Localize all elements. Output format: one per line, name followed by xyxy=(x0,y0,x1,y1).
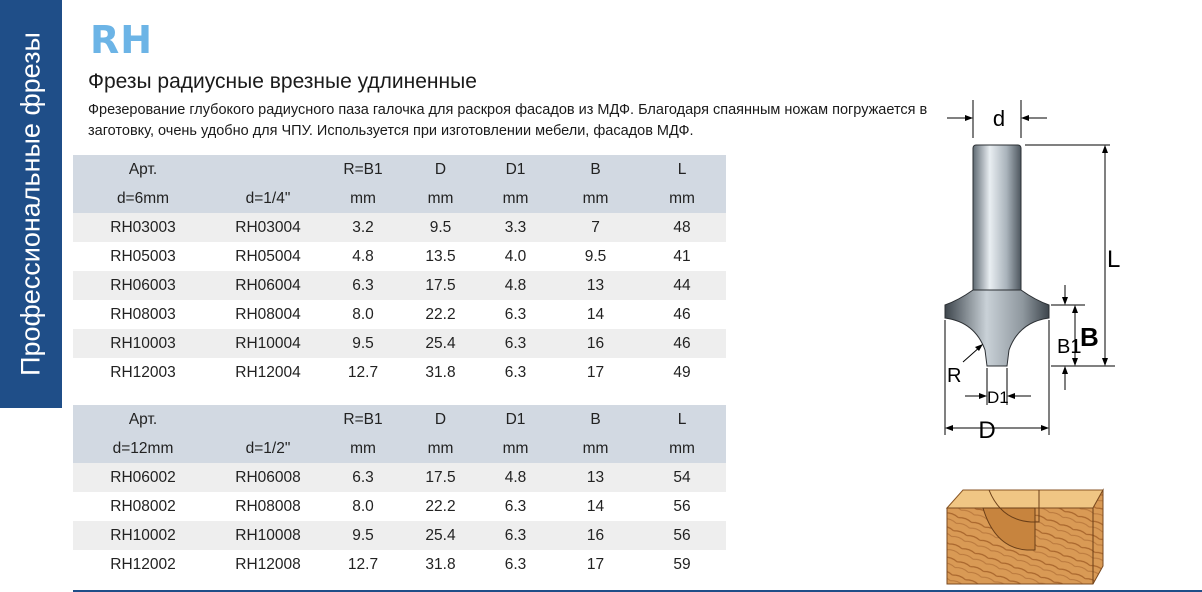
table-cell: RH10003 xyxy=(110,334,176,352)
label-B1: B1 xyxy=(1057,336,1082,358)
header-cell: R=B1 xyxy=(343,160,383,178)
logo: RH xyxy=(90,18,154,62)
header-cell: L xyxy=(677,410,687,428)
table-cell: 6.3 xyxy=(504,526,527,544)
spec-table-6mm xyxy=(73,155,726,387)
table-cell: RH03004 xyxy=(235,218,301,236)
router-bit-drawing xyxy=(935,100,1165,445)
table-cell: 31.8 xyxy=(425,555,456,573)
table-row xyxy=(73,358,726,387)
table-cell: 3.3 xyxy=(504,218,527,236)
table-cell: 6.3 xyxy=(504,555,527,573)
spec-table-12mm xyxy=(73,405,726,579)
table-cell: 6.3 xyxy=(504,305,527,323)
table-cell: 46 xyxy=(673,305,691,323)
table-cell: 25.4 xyxy=(425,334,456,352)
header-cell: R=B1 xyxy=(343,410,383,428)
table-cell: 13 xyxy=(586,468,605,486)
wood-sample-image xyxy=(943,478,1108,586)
header-cell: D xyxy=(434,160,447,178)
label-R: R xyxy=(947,365,962,387)
table-cell: 25.4 xyxy=(425,526,456,544)
table-cell: 46 xyxy=(673,334,691,352)
header-cell: D1 xyxy=(505,160,526,178)
table-cell: 4.0 xyxy=(504,247,527,265)
header-cell: mm xyxy=(350,189,376,207)
label-B: B xyxy=(1080,322,1099,352)
table-cell: 41 xyxy=(673,247,691,265)
table-cell: 17.5 xyxy=(425,276,456,294)
table-cell: 9.5 xyxy=(352,334,374,352)
table-cell: RH12004 xyxy=(235,363,301,381)
table-row xyxy=(73,492,726,521)
header-cell: mm xyxy=(669,189,695,207)
table-cell: RH12003 xyxy=(110,363,176,381)
label-D1: D1 xyxy=(987,388,1009,407)
side-label: Профессиональные фрезы xyxy=(15,32,46,376)
table-cell: 12.7 xyxy=(347,555,379,573)
table-cell: RH10002 xyxy=(110,526,176,544)
table-cell: 22.2 xyxy=(425,305,456,323)
table-row xyxy=(73,300,726,329)
table-cell: 6.3 xyxy=(504,363,527,381)
header-cell: mm xyxy=(350,439,376,457)
table-cell: 31.8 xyxy=(425,363,456,381)
header-cell: d=12mm xyxy=(112,439,174,457)
table-cell: 8.0 xyxy=(352,305,374,323)
table-cell: 16 xyxy=(586,526,605,544)
header-cell: d=1/4" xyxy=(245,189,291,207)
header-cell: B xyxy=(590,410,601,428)
header-row xyxy=(73,184,726,213)
header-cell: mm xyxy=(427,189,454,207)
label-L: L xyxy=(1107,246,1121,273)
table-cell: 9.5 xyxy=(352,526,374,544)
table-cell: 56 xyxy=(673,526,691,544)
table-row xyxy=(73,463,726,492)
header-cell: D1 xyxy=(505,410,526,428)
sidebar-band xyxy=(0,0,62,408)
header-cell: L xyxy=(677,160,687,178)
table-header xyxy=(73,155,726,213)
table-cell: 17 xyxy=(586,555,605,573)
table-row xyxy=(73,550,726,579)
table-cell: 48 xyxy=(673,218,691,236)
table-cell: 8.0 xyxy=(352,497,374,515)
header-cell: mm xyxy=(502,189,529,207)
table-cell: 9.5 xyxy=(429,218,452,236)
table-cell: 6.3 xyxy=(352,468,374,486)
table-cell: 59 xyxy=(673,555,691,573)
table-cell: RH08002 xyxy=(110,497,176,515)
header-cell: B xyxy=(590,160,601,178)
table-cell: RH12002 xyxy=(110,555,176,573)
table-row xyxy=(73,521,726,550)
table-cell: 12.7 xyxy=(347,363,379,381)
header-cell: Арт. xyxy=(128,160,158,178)
table-cell: 17.5 xyxy=(425,468,456,486)
header-row xyxy=(73,405,726,434)
table-cell: RH03003 xyxy=(110,218,176,236)
table-cell: 49 xyxy=(673,363,691,381)
header-row xyxy=(73,155,726,184)
table-cell: RH06004 xyxy=(235,276,301,294)
header-cell: d=1/2" xyxy=(245,439,291,457)
table-cell: RH10004 xyxy=(235,334,301,352)
header-cell: mm xyxy=(582,189,609,207)
table-cell: 9.5 xyxy=(584,247,607,265)
table-cell: RH08003 xyxy=(110,305,176,323)
table-cell: RH10008 xyxy=(235,526,301,544)
header-cell: mm xyxy=(669,439,695,457)
table-cell: RH06008 xyxy=(235,468,301,486)
table-cell: 4.8 xyxy=(352,247,374,265)
table-header xyxy=(73,405,726,463)
description: Фрезерование глубокого радиусного паза галочка для раскроя фасадов из МДФ. Благодаря спаянным ножам погружается в заготовку, очень удобно для ЧПУ. Используется при изготовлении мебели, фасадов МДФ. xyxy=(88,102,928,139)
table-cell: 4.8 xyxy=(504,468,527,486)
table-cell: 56 xyxy=(673,497,691,515)
table-cell: 3.2 xyxy=(352,218,374,236)
page-title: Фрезы радиусные врезные удлиненные xyxy=(88,70,477,93)
table-row xyxy=(73,271,726,300)
table-cell: RH08008 xyxy=(235,497,301,515)
table-cell: 6.3 xyxy=(504,334,527,352)
label-d: d xyxy=(992,106,1006,131)
table-cell: 7 xyxy=(591,218,600,236)
table-cell: RH05003 xyxy=(110,247,176,265)
header-row xyxy=(73,434,726,463)
header-cell: Арт. xyxy=(128,410,158,428)
header-cell: mm xyxy=(427,439,454,457)
table-row xyxy=(73,329,726,358)
table-cell: 16 xyxy=(586,334,605,352)
table-cell: RH08004 xyxy=(235,305,301,323)
table-cell: 13 xyxy=(586,276,605,294)
table-cell: 14 xyxy=(586,305,605,323)
table-cell: RH06003 xyxy=(110,276,176,294)
table-cell: 6.3 xyxy=(504,497,527,515)
header-cell: mm xyxy=(502,439,529,457)
header-cell: mm xyxy=(582,439,609,457)
table-row xyxy=(73,242,726,271)
table-cell: 6.3 xyxy=(352,276,374,294)
table-cell: 44 xyxy=(673,276,691,294)
table-cell: RH12008 xyxy=(235,555,301,573)
table-cell: 14 xyxy=(586,497,605,515)
table-cell: 4.8 xyxy=(504,276,527,294)
table-cell: 54 xyxy=(673,468,691,486)
table-row xyxy=(73,213,726,242)
table-cell: 13.5 xyxy=(425,247,456,265)
header-cell: D xyxy=(434,410,447,428)
table-cell: 22.2 xyxy=(425,497,456,515)
table-cell: RH06002 xyxy=(110,468,176,486)
header-cell: d=6mm xyxy=(116,189,170,207)
table-cell: RH05004 xyxy=(235,247,301,265)
table-cell: 17 xyxy=(586,363,605,381)
label-D: D xyxy=(978,417,996,444)
